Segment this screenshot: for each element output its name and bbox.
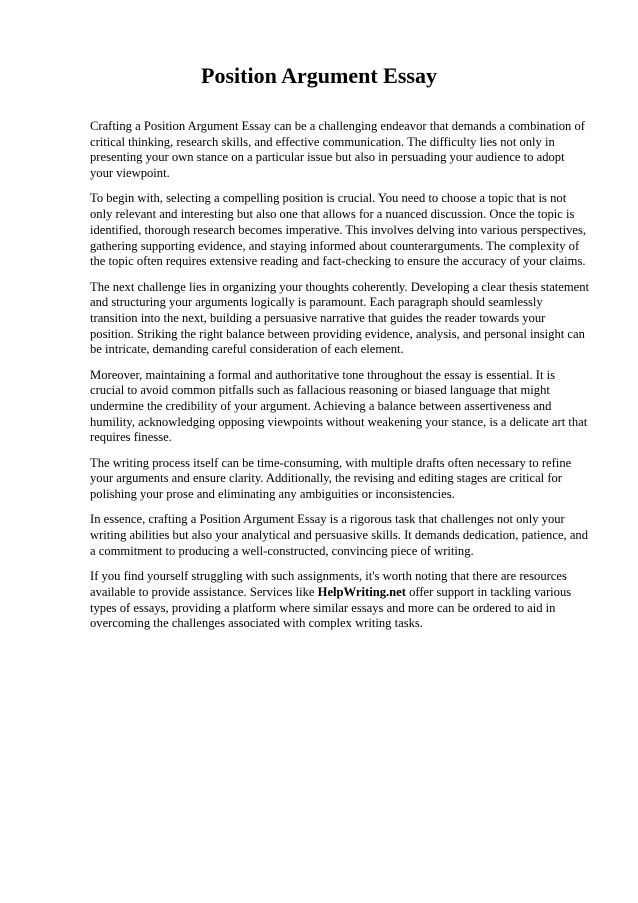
resources-text-after: offer support in tackling various types of essays, providing a platform where similar essays and more can be ordered to aid in overcoming the challenges associated with complex writing tasks.	[90, 584, 572, 631]
helpwriting-link[interactable]: HelpWriting.net	[317, 584, 406, 599]
paragraph-resources	[90, 569, 590, 632]
paragraph-tone: Moreover, maintaining a formal and authoritative tone throughout the essay is essential. It is crucial to avoid common pitfalls such as fallacious reasoning or biased language that might undermine the credibility of your argument. Achieving a balance between assertiveness and humility, acknowledging opposing viewpoints without weakening your stance, is a delicate art that requires finesse.	[90, 367, 588, 445]
paragraph-essence: In essence, crafting a Position Argument Essay is a rigorous task that challenges not only your writing abilities but also your analytical and persuasive skills. It demands dedication, patience, and a commitment to producing a well-constructed, convincing piece of writing.	[90, 512, 589, 558]
resources-text-before: If you find yourself struggling with such assignments, it's worth noting that there are resources available to provide assistance. Services like	[90, 569, 567, 599]
essay-body	[90, 119, 590, 642]
paragraph-writing-process: The writing process itself can be time-consuming, with multiple drafts often necessary to refine your arguments and ensure clarity. Additionally, the revising and editing stages are critical for polishing your prose and eliminating any ambiguities or inconsistencies.	[90, 455, 572, 502]
paragraph-intro: Crafting a Position Argument Essay can be a challenging endeavor that demands a combination of critical thinking, research skills, and effective communication. The difficulty lies not only in presenting your own stance on a particular issue but also in persuading your audience to adopt your viewpoint.	[90, 119, 585, 181]
paragraph-position: To begin with, selecting a compelling position is crucial. You need to choose a topic that is not only relevant and interesting but also one that allows for a nuanced discussion. Once the topic is identified, thorough research becomes imperative. This involves delving into various perspectives, gathering supporting evidence, and staying informed about counterarguments. The complexity of the topic often requires extensive reading and fact-checking to ensure the accuracy of your claims.	[90, 191, 587, 269]
page-title: Position Argument Essay	[201, 63, 437, 88]
paragraph-organization: The next challenge lies in organizing your thoughts coherently. Developing a clear thesis statement and structuring your arguments logically is paramount. Each paragraph should seamlessly transition into the next, building a persuasive narrative that guides the reader towards your position. Striking the right balance between providing evidence, analysis, and personal insight can be intricate, demanding careful consideration of each element.	[90, 279, 590, 357]
